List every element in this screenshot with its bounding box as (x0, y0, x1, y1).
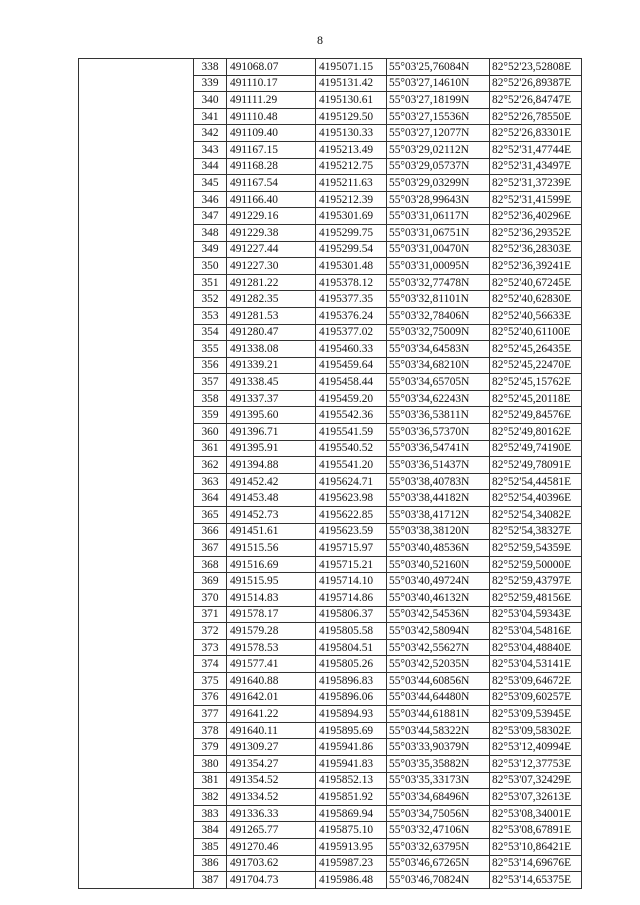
blank-merged-cell (79, 59, 194, 889)
x-coordinate-cell: 491280.47 (227, 324, 316, 341)
x-coordinate-cell: 491642.01 (227, 689, 316, 706)
x-coordinate-cell: 491516.69 (227, 556, 316, 573)
longitude-cell: 82°53'10,86421E (490, 838, 582, 855)
y-coordinate-cell: 4195805.58 (316, 623, 387, 640)
longitude-cell: 82°53'12,37753E (490, 755, 582, 772)
point-number-cell: 377 (194, 706, 227, 723)
x-coordinate-cell: 491068.07 (227, 59, 316, 76)
x-coordinate-cell: 491309.27 (227, 739, 316, 756)
longitude-cell: 82°52'31,37239E (490, 175, 582, 192)
x-coordinate-cell: 491515.56 (227, 540, 316, 557)
y-coordinate-cell: 4195941.83 (316, 755, 387, 772)
latitude-cell: 55°03'42,55627N (387, 639, 490, 656)
y-coordinate-cell: 4195895.69 (316, 722, 387, 739)
latitude-cell: 55°03'36,53811N (387, 407, 490, 424)
point-number-cell: 361 (194, 440, 227, 457)
point-number-cell: 342 (194, 125, 227, 142)
latitude-cell: 55°03'33,90379N (387, 739, 490, 756)
longitude-cell: 82°52'26,83301E (490, 125, 582, 142)
x-coordinate-cell: 491338.08 (227, 341, 316, 358)
latitude-cell: 55°03'40,49724N (387, 573, 490, 590)
point-number-cell: 348 (194, 224, 227, 241)
y-coordinate-cell: 4195459.64 (316, 357, 387, 374)
y-coordinate-cell: 4195986.48 (316, 872, 387, 889)
longitude-cell: 82°53'04,54816E (490, 623, 582, 640)
longitude-cell: 82°52'45,15762E (490, 374, 582, 391)
y-coordinate-cell: 4195131.42 (316, 75, 387, 92)
longitude-cell: 82°53'04,59343E (490, 606, 582, 623)
point-number-cell: 374 (194, 656, 227, 673)
point-number-cell: 384 (194, 822, 227, 839)
longitude-cell: 82°52'40,67245E (490, 274, 582, 291)
y-coordinate-cell: 4195896.06 (316, 689, 387, 706)
y-coordinate-cell: 4195540.52 (316, 440, 387, 457)
longitude-cell: 82°52'54,34082E (490, 507, 582, 524)
longitude-cell: 82°52'31,41599E (490, 191, 582, 208)
y-coordinate-cell: 4195804.51 (316, 639, 387, 656)
latitude-cell: 55°03'27,12077N (387, 125, 490, 142)
y-coordinate-cell: 4195299.54 (316, 241, 387, 258)
latitude-cell: 55°03'42,54536N (387, 606, 490, 623)
point-number-cell: 382 (194, 789, 227, 806)
latitude-cell: 55°03'42,52035N (387, 656, 490, 673)
latitude-cell: 55°03'28,99643N (387, 191, 490, 208)
point-number-cell: 349 (194, 241, 227, 258)
point-number-cell: 339 (194, 75, 227, 92)
y-coordinate-cell: 4195622.85 (316, 507, 387, 524)
point-number-cell: 340 (194, 92, 227, 109)
longitude-cell: 82°53'08,67891E (490, 822, 582, 839)
x-coordinate-cell: 491338.45 (227, 374, 316, 391)
latitude-cell: 55°03'38,38120N (387, 523, 490, 540)
latitude-cell: 55°03'29,02112N (387, 141, 490, 158)
x-coordinate-cell: 491452.42 (227, 473, 316, 490)
longitude-cell: 82°53'04,48840E (490, 639, 582, 656)
point-number-cell: 363 (194, 473, 227, 490)
x-coordinate-cell: 491166.40 (227, 191, 316, 208)
latitude-cell: 55°03'34,68210N (387, 357, 490, 374)
point-number-cell: 360 (194, 424, 227, 441)
x-coordinate-cell: 491354.27 (227, 755, 316, 772)
longitude-cell: 82°52'31,47744E (490, 141, 582, 158)
latitude-cell: 55°03'36,54741N (387, 440, 490, 457)
latitude-cell: 55°03'42,58094N (387, 623, 490, 640)
x-coordinate-cell: 491578.17 (227, 606, 316, 623)
y-coordinate-cell: 4195715.97 (316, 540, 387, 557)
x-coordinate-cell: 491579.28 (227, 623, 316, 640)
longitude-cell: 82°53'04,53141E (490, 656, 582, 673)
point-number-cell: 371 (194, 606, 227, 623)
longitude-cell: 82°52'26,89387E (490, 75, 582, 92)
point-number-cell: 386 (194, 855, 227, 872)
latitude-cell: 55°03'36,51437N (387, 457, 490, 474)
latitude-cell: 55°03'44,60856N (387, 672, 490, 689)
point-number-cell: 353 (194, 307, 227, 324)
longitude-cell: 82°53'09,60257E (490, 689, 582, 706)
x-coordinate-cell: 491395.91 (227, 440, 316, 457)
latitude-cell: 55°03'38,40783N (387, 473, 490, 490)
longitude-cell: 82°53'09,53945E (490, 706, 582, 723)
latitude-cell: 55°03'35,35882N (387, 755, 490, 772)
x-coordinate-cell: 491270.46 (227, 838, 316, 855)
x-coordinate-cell: 491395.60 (227, 407, 316, 424)
y-coordinate-cell: 4195130.61 (316, 92, 387, 109)
y-coordinate-cell: 4195459.20 (316, 390, 387, 407)
point-number-cell: 366 (194, 523, 227, 540)
coordinates-table (78, 58, 582, 889)
latitude-cell: 55°03'34,68496N (387, 789, 490, 806)
point-number-cell: 343 (194, 141, 227, 158)
longitude-cell: 82°53'12,40994E (490, 739, 582, 756)
y-coordinate-cell: 4195851.92 (316, 789, 387, 806)
y-coordinate-cell: 4195541.20 (316, 457, 387, 474)
longitude-cell: 82°52'59,43797E (490, 573, 582, 590)
point-number-cell: 375 (194, 672, 227, 689)
y-coordinate-cell: 4195806.37 (316, 606, 387, 623)
x-coordinate-cell: 491281.53 (227, 307, 316, 324)
longitude-cell: 82°52'59,54359E (490, 540, 582, 557)
x-coordinate-cell: 491453.48 (227, 490, 316, 507)
point-number-cell: 365 (194, 507, 227, 524)
x-coordinate-cell: 491452.73 (227, 507, 316, 524)
y-coordinate-cell: 4195130.33 (316, 125, 387, 142)
longitude-cell: 82°52'36,28303E (490, 241, 582, 258)
latitude-cell: 55°03'44,61881N (387, 706, 490, 723)
latitude-cell: 55°03'34,64583N (387, 341, 490, 358)
longitude-cell: 82°52'31,43497E (490, 158, 582, 175)
point-number-cell: 362 (194, 457, 227, 474)
x-coordinate-cell: 491110.48 (227, 108, 316, 125)
y-coordinate-cell: 4195378.12 (316, 274, 387, 291)
latitude-cell: 55°03'34,75056N (387, 805, 490, 822)
point-number-cell: 372 (194, 623, 227, 640)
latitude-cell: 55°03'36,57370N (387, 424, 490, 441)
longitude-cell: 82°52'40,61100E (490, 324, 582, 341)
y-coordinate-cell: 4195376.24 (316, 307, 387, 324)
x-coordinate-cell: 491394.88 (227, 457, 316, 474)
latitude-cell: 55°03'40,52160N (387, 556, 490, 573)
longitude-cell: 82°52'40,56633E (490, 307, 582, 324)
x-coordinate-cell: 491167.54 (227, 175, 316, 192)
y-coordinate-cell: 4195805.26 (316, 656, 387, 673)
latitude-cell: 55°03'31,06117N (387, 208, 490, 225)
y-coordinate-cell: 4195460.33 (316, 341, 387, 358)
point-number-cell: 359 (194, 407, 227, 424)
y-coordinate-cell: 4195714.86 (316, 590, 387, 607)
latitude-cell: 55°03'31,00470N (387, 241, 490, 258)
y-coordinate-cell: 4195913.95 (316, 838, 387, 855)
longitude-cell: 82°52'45,20118E (490, 390, 582, 407)
latitude-cell: 55°03'29,03299N (387, 175, 490, 192)
y-coordinate-cell: 4195896.83 (316, 672, 387, 689)
x-coordinate-cell: 491704.73 (227, 872, 316, 889)
y-coordinate-cell: 4195377.35 (316, 291, 387, 308)
point-number-cell: 354 (194, 324, 227, 341)
point-number-cell: 355 (194, 341, 227, 358)
latitude-cell: 55°03'32,47106N (387, 822, 490, 839)
latitude-cell: 55°03'27,18199N (387, 92, 490, 109)
y-coordinate-cell: 4195129.50 (316, 108, 387, 125)
latitude-cell: 55°03'35,33173N (387, 772, 490, 789)
latitude-cell: 55°03'27,15536N (387, 108, 490, 125)
y-coordinate-cell: 4195211.63 (316, 175, 387, 192)
latitude-cell: 55°03'31,06751N (387, 224, 490, 241)
y-coordinate-cell: 4195941.86 (316, 739, 387, 756)
longitude-cell: 82°52'54,40396E (490, 490, 582, 507)
x-coordinate-cell: 491167.15 (227, 141, 316, 158)
y-coordinate-cell: 4195071.15 (316, 59, 387, 76)
x-coordinate-cell: 491265.77 (227, 822, 316, 839)
longitude-cell: 82°52'49,80162E (490, 424, 582, 441)
x-coordinate-cell: 491514.83 (227, 590, 316, 607)
y-coordinate-cell: 4195624.71 (316, 473, 387, 490)
y-coordinate-cell: 4195714.10 (316, 573, 387, 590)
y-coordinate-cell: 4195301.69 (316, 208, 387, 225)
longitude-cell: 82°52'49,78091E (490, 457, 582, 474)
latitude-cell: 55°03'32,75009N (387, 324, 490, 341)
page-number: 8 (317, 33, 323, 47)
y-coordinate-cell: 4195458.44 (316, 374, 387, 391)
longitude-cell: 82°52'40,62830E (490, 291, 582, 308)
longitude-cell: 82°52'59,48156E (490, 590, 582, 607)
point-number-cell: 338 (194, 59, 227, 76)
longitude-cell: 82°52'54,38327E (490, 523, 582, 540)
latitude-cell: 55°03'38,44182N (387, 490, 490, 507)
point-number-cell: 370 (194, 590, 227, 607)
y-coordinate-cell: 4195852.13 (316, 772, 387, 789)
point-number-cell: 358 (194, 390, 227, 407)
point-number-cell: 383 (194, 805, 227, 822)
point-number-cell: 357 (194, 374, 227, 391)
x-coordinate-cell: 491336.33 (227, 805, 316, 822)
x-coordinate-cell: 491451.61 (227, 523, 316, 540)
point-number-cell: 344 (194, 158, 227, 175)
point-number-cell: 347 (194, 208, 227, 225)
y-coordinate-cell: 4195869.94 (316, 805, 387, 822)
point-number-cell: 373 (194, 639, 227, 656)
latitude-cell: 55°03'29,05737N (387, 158, 490, 175)
x-coordinate-cell: 491641.22 (227, 706, 316, 723)
y-coordinate-cell: 4195623.59 (316, 523, 387, 540)
latitude-cell: 55°03'46,67265N (387, 855, 490, 872)
longitude-cell: 82°52'26,78550E (490, 108, 582, 125)
point-number-cell: 385 (194, 838, 227, 855)
latitude-cell: 55°03'40,46132N (387, 590, 490, 607)
longitude-cell: 82°52'23,52808E (490, 59, 582, 76)
y-coordinate-cell: 4195715.21 (316, 556, 387, 573)
longitude-cell: 82°52'45,26435E (490, 341, 582, 358)
x-coordinate-cell: 491703.62 (227, 855, 316, 872)
table-row (79, 59, 582, 76)
latitude-cell: 55°03'31,00095N (387, 258, 490, 275)
x-coordinate-cell: 491396.71 (227, 424, 316, 441)
longitude-cell: 82°53'07,32429E (490, 772, 582, 789)
x-coordinate-cell: 491109.40 (227, 125, 316, 142)
longitude-cell: 82°53'14,65375E (490, 872, 582, 889)
y-coordinate-cell: 4195623.98 (316, 490, 387, 507)
point-number-cell: 368 (194, 556, 227, 573)
x-coordinate-cell: 491515.95 (227, 573, 316, 590)
point-number-cell: 376 (194, 689, 227, 706)
y-coordinate-cell: 4195212.39 (316, 191, 387, 208)
x-coordinate-cell: 491111.29 (227, 92, 316, 109)
x-coordinate-cell: 491229.16 (227, 208, 316, 225)
latitude-cell: 55°03'34,65705N (387, 374, 490, 391)
x-coordinate-cell: 491227.30 (227, 258, 316, 275)
point-number-cell: 356 (194, 357, 227, 374)
y-coordinate-cell: 4195299.75 (316, 224, 387, 241)
longitude-cell: 82°52'49,74190E (490, 440, 582, 457)
x-coordinate-cell: 491640.11 (227, 722, 316, 739)
x-coordinate-cell: 491281.22 (227, 274, 316, 291)
point-number-cell: 351 (194, 274, 227, 291)
x-coordinate-cell: 491339.21 (227, 357, 316, 374)
point-number-cell: 352 (194, 291, 227, 308)
point-number-cell: 381 (194, 772, 227, 789)
y-coordinate-cell: 4195542.36 (316, 407, 387, 424)
longitude-cell: 82°52'36,29352E (490, 224, 582, 241)
longitude-cell: 82°52'59,50000E (490, 556, 582, 573)
point-number-cell: 367 (194, 540, 227, 557)
y-coordinate-cell: 4195377.02 (316, 324, 387, 341)
x-coordinate-cell: 491334.52 (227, 789, 316, 806)
point-number-cell: 379 (194, 739, 227, 756)
x-coordinate-cell: 491282.35 (227, 291, 316, 308)
point-number-cell: 378 (194, 722, 227, 739)
x-coordinate-cell: 491578.53 (227, 639, 316, 656)
x-coordinate-cell: 491110.17 (227, 75, 316, 92)
latitude-cell: 55°03'38,41712N (387, 507, 490, 524)
latitude-cell: 55°03'32,81101N (387, 291, 490, 308)
x-coordinate-cell: 491354.52 (227, 772, 316, 789)
x-coordinate-cell: 491168.28 (227, 158, 316, 175)
y-coordinate-cell: 4195212.75 (316, 158, 387, 175)
longitude-cell: 82°52'36,40296E (490, 208, 582, 225)
point-number-cell: 346 (194, 191, 227, 208)
y-coordinate-cell: 4195301.48 (316, 258, 387, 275)
x-coordinate-cell: 491337.37 (227, 390, 316, 407)
longitude-cell: 82°52'49,84576E (490, 407, 582, 424)
y-coordinate-cell: 4195894.93 (316, 706, 387, 723)
latitude-cell: 55°03'32,63795N (387, 838, 490, 855)
latitude-cell: 55°03'44,58322N (387, 722, 490, 739)
longitude-cell: 82°53'09,58302E (490, 722, 582, 739)
latitude-cell: 55°03'32,77478N (387, 274, 490, 291)
point-number-cell: 387 (194, 872, 227, 889)
point-number-cell: 345 (194, 175, 227, 192)
latitude-cell: 55°03'34,62243N (387, 390, 490, 407)
longitude-cell: 82°52'26,84747E (490, 92, 582, 109)
point-number-cell: 350 (194, 258, 227, 275)
longitude-cell: 82°53'09,64672E (490, 672, 582, 689)
point-number-cell: 380 (194, 755, 227, 772)
longitude-cell: 82°52'36,39241E (490, 258, 582, 275)
x-coordinate-cell: 491577.41 (227, 656, 316, 673)
longitude-cell: 82°53'14,69676E (490, 855, 582, 872)
longitude-cell: 82°53'07,32613E (490, 789, 582, 806)
x-coordinate-cell: 491227.44 (227, 241, 316, 258)
latitude-cell: 55°03'46,70824N (387, 872, 490, 889)
y-coordinate-cell: 4195987.23 (316, 855, 387, 872)
longitude-cell: 82°53'08,34001E (490, 805, 582, 822)
longitude-cell: 82°52'54,44581E (490, 473, 582, 490)
point-number-cell: 369 (194, 573, 227, 590)
x-coordinate-cell: 491640.88 (227, 672, 316, 689)
longitude-cell: 82°52'45,22470E (490, 357, 582, 374)
y-coordinate-cell: 4195541.59 (316, 424, 387, 441)
point-number-cell: 364 (194, 490, 227, 507)
latitude-cell: 55°03'27,14610N (387, 75, 490, 92)
point-number-cell: 341 (194, 108, 227, 125)
y-coordinate-cell: 4195213.49 (316, 141, 387, 158)
latitude-cell: 55°03'25,76084N (387, 59, 490, 76)
latitude-cell: 55°03'44,64480N (387, 689, 490, 706)
y-coordinate-cell: 4195875.10 (316, 822, 387, 839)
latitude-cell: 55°03'32,78406N (387, 307, 490, 324)
latitude-cell: 55°03'40,48536N (387, 540, 490, 557)
coordinates-table-body (79, 59, 582, 889)
x-coordinate-cell: 491229.38 (227, 224, 316, 241)
